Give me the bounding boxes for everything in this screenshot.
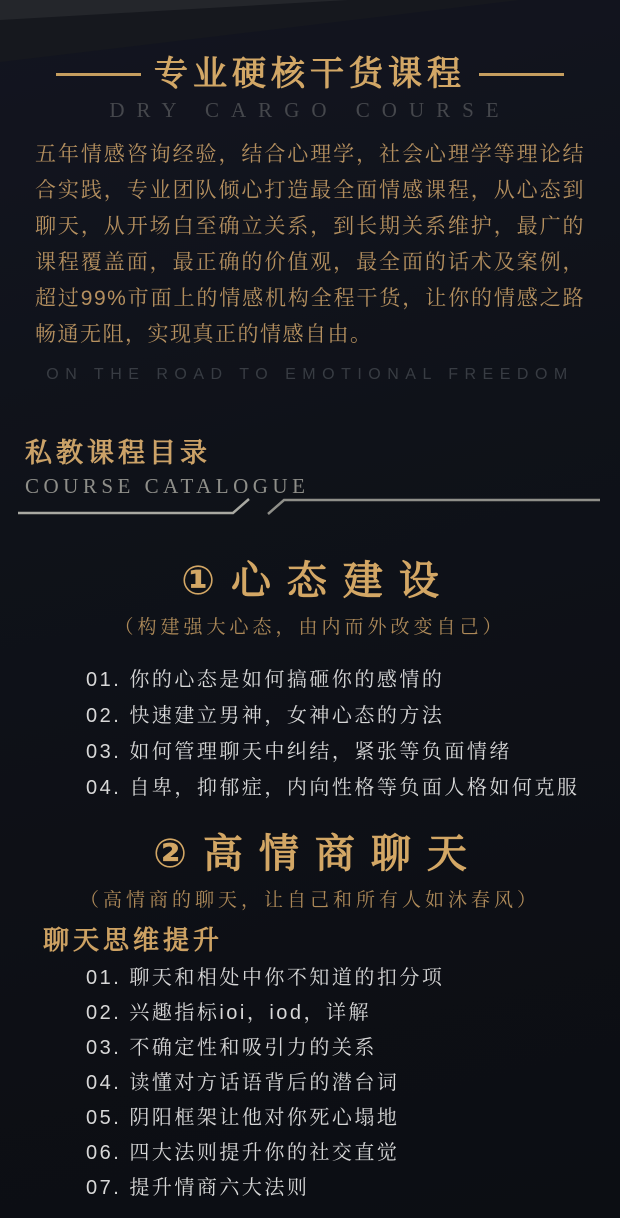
catalogue-subtitle-english: COURSE CATALOGUE: [25, 474, 310, 498]
catalogue-header: [25, 436, 620, 499]
intro-paragraph: 五年情感咨询经验，结合心理学，社会心理学等理论结合实践，专业团队倾心打造最全面情感课程，从心态到聊天，从开场白至确立关系，到长期关系维护，最广的课程覆盖面，最正确的价值观，最全面的话术及案例，超过99%市面上的情感机构全程干货，让你的情感之路畅通无阻，实现真正的情感自由。: [35, 143, 585, 346]
course-item: 01. 聊天和相处中你不知道的扣分项: [86, 967, 445, 989]
course-item: 03. 如何管理聊天中纠结，紧张等负面情绪: [86, 741, 512, 763]
course-item: 07. 提升情商六大法则: [86, 1177, 310, 1199]
page-subtitle-english: DRY CARGO COURSE: [109, 98, 511, 122]
section-heading: [0, 555, 620, 607]
section-index: ①: [181, 559, 231, 603]
course-item: 03. 不确定性和吸引力的关系: [86, 1037, 377, 1059]
tagline-english: ON THE ROAD TO EMOTIONAL FREEDOM: [46, 366, 574, 383]
section-mindset: [0, 555, 620, 806]
title-divider-right: [479, 73, 564, 76]
course-item: 04. 读懂对方话语背后的潜台词: [86, 1072, 400, 1094]
title-divider-left: [56, 73, 141, 76]
course-item: 01. 你的心态是如何搞砸你的感情的: [86, 669, 445, 691]
section-index: ②: [153, 832, 203, 876]
course-list-mindset: [86, 662, 620, 806]
catalogue-title: 私教课程目录: [25, 438, 211, 468]
course-item: 05. 阴阳框架让他对你死心塌地: [86, 1107, 400, 1129]
header: [0, 52, 620, 96]
subsection-title-chat-thinking: 聊天思维提升: [43, 925, 224, 955]
page-title: 专业硬核干货课程: [154, 55, 466, 93]
course-item: 06. 四大法则提升你的社交直觉: [86, 1142, 400, 1164]
section-title: 高情商聊天: [202, 832, 483, 876]
section-chat-eq: [0, 828, 620, 1206]
course-list-chat-eq: [86, 961, 620, 1206]
section-subtitle: （高情商的聊天，让自己和所有人如沐春风）: [79, 890, 540, 911]
section-heading: [0, 828, 620, 880]
section-subtitle: （构建强大心态，由内而外改变自己）: [114, 617, 506, 638]
course-item: 04. 自卑，抑郁症，内向性格等负面人格如何克服: [86, 777, 580, 799]
course-item: 02. 快速建立男神，女神心态的方法: [86, 705, 445, 727]
course-item: 02. 兴趣指标ioi，iod，详解: [86, 1002, 372, 1024]
section-title: 心态建设: [230, 559, 455, 603]
